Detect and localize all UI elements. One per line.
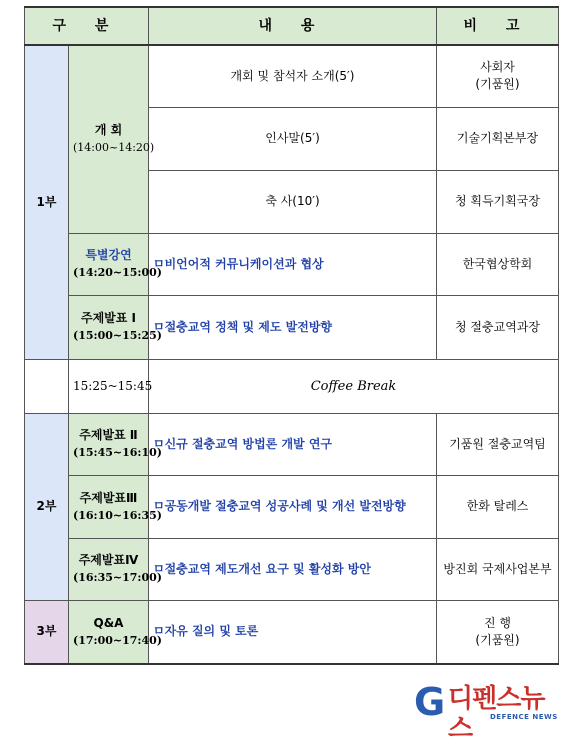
note-line: (기품원) xyxy=(475,632,520,647)
part-3: 3부 xyxy=(25,600,69,664)
logo-g: G xyxy=(414,680,446,724)
note-cell xyxy=(437,600,559,664)
content-cell: ㅁ신규 절충교역 방법론 개발 연구 xyxy=(149,413,437,475)
session-name: Q&A xyxy=(93,615,124,630)
session-name: 주제발표 Ⅱ xyxy=(79,428,138,442)
part-1: 1부 xyxy=(25,45,69,359)
program-table xyxy=(24,6,559,665)
session-topic-1 xyxy=(69,295,162,359)
note-cell: 방진회 국제사업본부 xyxy=(437,538,559,600)
session-topic-2 xyxy=(69,413,162,475)
session-time: (14:20~15:00) xyxy=(73,266,162,279)
header-content: 내 용 xyxy=(149,7,437,45)
session-time: (14:00~14:20) xyxy=(73,141,155,155)
session-special xyxy=(69,233,162,295)
note-cell: 청 절충교역과장 xyxy=(437,295,559,359)
session-name: 주제발표 Ⅰ xyxy=(80,311,136,325)
session-time: (16:35~17:00) xyxy=(73,571,162,584)
table-row xyxy=(25,475,559,538)
session-topic-4 xyxy=(69,538,162,600)
content-cell: 축 사(10′) xyxy=(149,170,437,233)
note-cell: 한국협상학회 xyxy=(437,233,559,295)
content-cell: ㅁ절충교역 제도개선 요구 및 활성화 방안 xyxy=(149,538,437,600)
note-cell: 청 획득기획국장 xyxy=(437,170,559,233)
content-cell: 인사말(5′) xyxy=(149,107,437,170)
session-time: (15:00~15:25) xyxy=(73,329,162,342)
content-cell: ㅁ공동개발 절충교역 성공사례 및 개선 발전방향 xyxy=(149,475,437,538)
content-cell: ㅁ비언어적 커뮤니케이션과 협상 xyxy=(149,233,437,295)
break-time: 15:25~15:45 xyxy=(69,359,149,413)
header-row xyxy=(25,7,559,45)
table-row xyxy=(25,413,559,475)
table-row xyxy=(25,45,559,107)
session-time: (17:00~17:40) xyxy=(73,633,162,647)
note-cell xyxy=(437,45,559,107)
table-row xyxy=(25,295,559,359)
content-cell: ㅁ자유 질의 및 토론 xyxy=(149,600,437,664)
coffee-break: Coffee Break xyxy=(149,359,559,413)
session-time: (15:45~16:10) xyxy=(73,446,162,459)
content-cell: 개회 및 참석자 소개(5′) xyxy=(149,45,437,107)
note-line: 진 행 xyxy=(484,615,511,630)
session-name: 개 회 xyxy=(94,123,123,138)
session-qa xyxy=(69,600,162,664)
session-name: 특별강연 xyxy=(85,248,132,262)
session-opening xyxy=(69,45,155,233)
session-topic-3 xyxy=(69,475,162,538)
part-blank xyxy=(25,359,69,413)
note-line: 사회자 xyxy=(480,60,515,75)
table-row xyxy=(25,359,559,413)
content-cell: ㅁ절충교역 정책 및 제도 발전방향 xyxy=(149,295,437,359)
part-2: 2부 xyxy=(25,413,69,600)
logo-text: 디펜스뉴스 xyxy=(448,684,545,744)
note-line: (기품원) xyxy=(475,77,520,92)
logo-subtext: DEFENCE NEWS xyxy=(490,713,558,721)
table-row xyxy=(25,233,559,295)
note-cell: 기품원 절충교역팀 xyxy=(437,413,559,475)
note-cell: 기술기획본부장 xyxy=(437,107,559,170)
header-note: 비 고 xyxy=(437,7,559,45)
session-name: 주제발표Ⅳ xyxy=(78,553,139,567)
table-row xyxy=(25,600,559,664)
session-name: 주제발표Ⅲ xyxy=(79,490,138,505)
note-cell: 한화 탈레스 xyxy=(437,475,559,538)
table-row xyxy=(25,538,559,600)
session-time: (16:10~16:35) xyxy=(73,508,162,522)
defence-news-logo xyxy=(414,680,564,744)
header-category: 구 분 xyxy=(25,7,149,45)
